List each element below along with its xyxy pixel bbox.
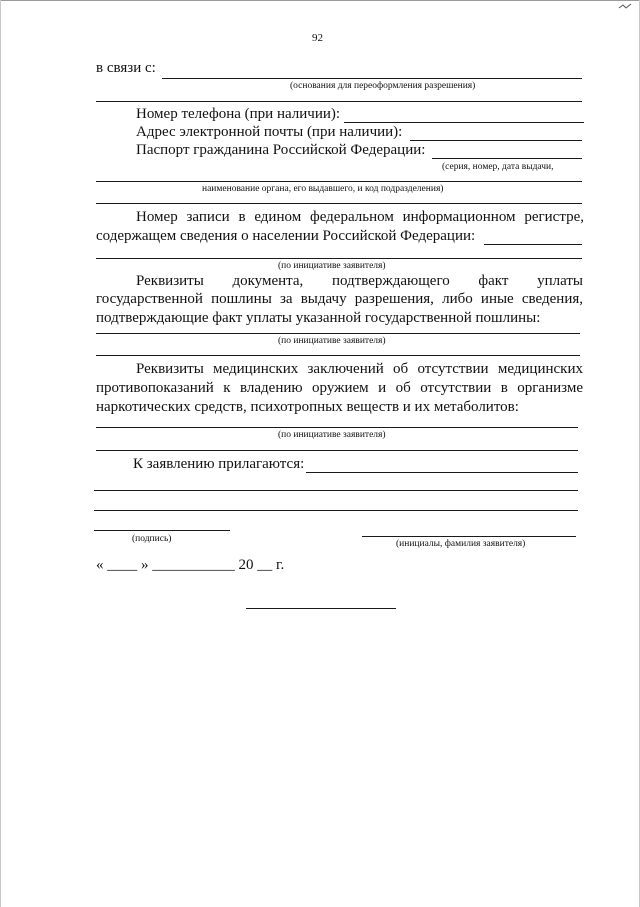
initials-field-line[interactable] [362, 536, 576, 537]
payment-field-line-2[interactable] [96, 355, 580, 356]
passport-label: Паспорт гражданина Российской Федерации: [136, 142, 426, 158]
payment-text-1: Реквизиты документа, подтверждающего факт уплаты [136, 273, 583, 289]
date-line[interactable]: « ____ » ___________ 20 __ г. [96, 557, 285, 573]
payment-caption: (по инициативе заявителя) [278, 336, 386, 346]
attachments-field-line-3[interactable] [94, 510, 578, 511]
initials-caption: (инициалы, фамилия заявителя) [396, 539, 526, 549]
registry-field-line[interactable] [484, 244, 582, 245]
page-left-edge [0, 0, 1, 907]
attachments-label: К заявлению прилагаются: [133, 456, 305, 472]
page-top-edge [0, 0, 640, 1]
attachments-field-line[interactable] [306, 472, 578, 473]
reason-field-line-2[interactable] [96, 101, 582, 102]
email-field-line[interactable] [410, 140, 582, 141]
bottom-separator [246, 608, 396, 609]
reason-label: в связи с: [96, 60, 156, 76]
reason-field-line[interactable] [162, 78, 582, 79]
email-label: Адрес электронной почты (при наличии): [136, 124, 403, 140]
registry-field-line-2[interactable] [96, 258, 582, 259]
passport-field-line[interactable] [432, 158, 582, 159]
medical-text-1: Реквизиты медицинских заключений об отсутствии медицинских [136, 361, 583, 377]
medical-text-2: противопоказаний к владению оружием и об отсутствии в организме [96, 380, 583, 396]
medical-caption: (по инициативе заявителя) [278, 430, 386, 440]
passport-caption-1: (серия, номер, дата выдачи, [442, 162, 554, 172]
passport-field-line-3[interactable] [96, 203, 582, 204]
payment-field-line[interactable] [96, 333, 580, 334]
medical-field-line[interactable] [96, 427, 578, 428]
attachments-field-line-2[interactable] [94, 490, 578, 491]
phone-field-line[interactable] [344, 122, 584, 123]
passport-caption-2: наименование органа, его выдавшего, и код подразделения) [202, 184, 444, 194]
medical-field-line-2[interactable] [96, 450, 578, 451]
passport-field-line-2[interactable] [96, 181, 582, 182]
reason-caption: (основания для переоформления разрешения) [290, 81, 476, 91]
registry-text-1: Номер записи в едином федеральном информационном регистре, [136, 209, 584, 225]
payment-text-3: подтверждающие факт уплаты указанной государственной пошлины: [96, 310, 541, 326]
signature-caption: (подпись) [132, 534, 172, 544]
medical-text-3: наркотических средств, психотропных веществ и их метаболитов: [96, 399, 519, 415]
scan-corner-mark-icon [618, 2, 632, 12]
registry-text-2: содержащем сведения о населении Российской Федерации: [96, 228, 476, 244]
page-number: 92 [312, 32, 323, 44]
registry-caption: (по инициативе заявителя) [278, 261, 386, 271]
signature-field-line[interactable] [94, 530, 230, 531]
payment-text-2: государственной пошлины за выдачу разрешения, либо иные сведения, [96, 291, 583, 307]
phone-label: Номер телефона (при наличии): [136, 106, 341, 122]
